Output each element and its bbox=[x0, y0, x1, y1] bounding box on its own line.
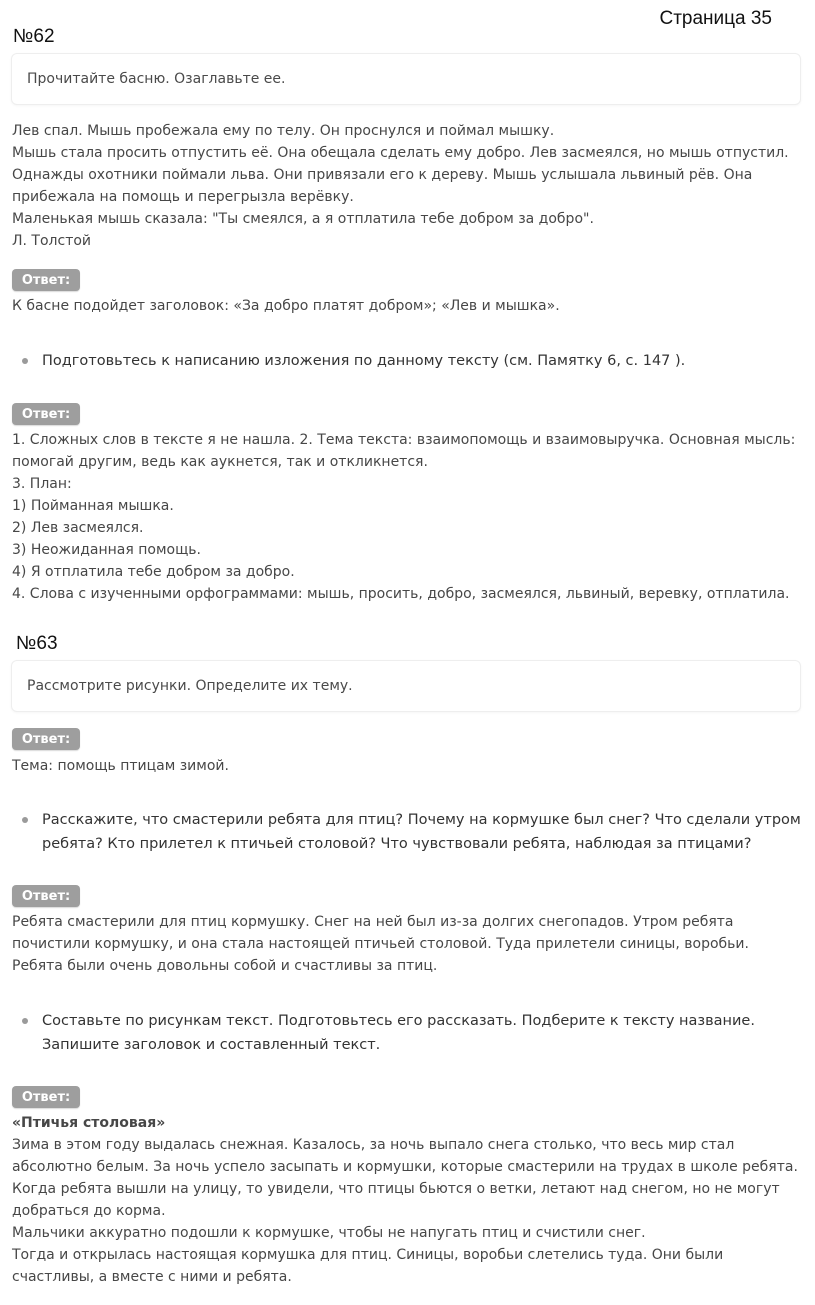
answer-badge: Ответ: bbox=[12, 1086, 80, 1108]
answer-line: Зима в этом году выдалась снежная. Казалось, за ночь выпало снега столько, что весь мир стал bbox=[12, 1137, 735, 1153]
answer-text bbox=[12, 295, 812, 317]
answer-line: 4) Я отплатила тебе добром за добро. bbox=[12, 564, 295, 580]
answer-text bbox=[12, 755, 812, 777]
fable-line: Мышь стала просить отпустить её. Она обещала сделать ему добро. Лев засмеялся, но мышь отпустил. bbox=[12, 145, 789, 161]
answer-line: добраться до корма. bbox=[12, 1203, 166, 1219]
answer-badge: Ответ: bbox=[12, 269, 80, 291]
answer-line: счастливы, а вместе с ними и ребята. bbox=[12, 1269, 292, 1285]
answer-line: помогай другим, ведь как аукнется, так и откликнется. bbox=[12, 454, 428, 470]
bullet-text: Запишите заголовок и составленный текст. bbox=[42, 1037, 381, 1053]
bullet-item bbox=[22, 1009, 802, 1057]
answer-badge: Ответ: bbox=[12, 403, 80, 425]
fable-line: Лев спал. Мышь пробежала ему по телу. Он проснулся и поймал мышку. bbox=[12, 123, 555, 139]
answer-line: Ребята были очень довольны собой и счастливы за птиц. bbox=[12, 958, 438, 974]
answer-line: 2) Лев засмеялся. bbox=[12, 520, 144, 536]
bullet-text: ребята? Кто прилетел к птичьей столовой? Что чувствовали ребята, наблюдая за птицами? bbox=[42, 836, 752, 852]
bullet-item bbox=[22, 349, 802, 373]
bullet-text: Расскажите, что смастерили ребята для птиц? Почему на кормушке был снег? Что сделали утром bbox=[42, 812, 801, 828]
bullet-item bbox=[22, 808, 802, 856]
task-62-prompt-box bbox=[11, 53, 801, 105]
bullet-dot-icon bbox=[22, 1018, 28, 1024]
story-title: «Птичья столовая» bbox=[12, 1115, 166, 1131]
answer-line: К басне подойдет заголовок: «За добро платят добром»; «Лев и мышка». bbox=[12, 298, 560, 314]
fable-line: Однажды охотники поймали льва. Они привязали его к дереву. Мышь услышала львиный рёв. Она bbox=[12, 167, 753, 183]
answer-line: 3. План: bbox=[12, 476, 72, 492]
answer-text bbox=[12, 1112, 812, 1288]
answer-badge: Ответ: bbox=[12, 728, 80, 750]
task-63-prompt: Рассмотрите рисунки. Определите их тему. bbox=[27, 678, 353, 694]
answer-line: Ребята смастерили для птиц кормушку. Снег на ней был из-за долгих снегопадов. Утром ребята bbox=[12, 914, 734, 930]
answer-line: 4. Слова с изученными орфограммами: мышь, просить, добро, засмеялся, львиный, веревку, отплатила. bbox=[12, 586, 790, 602]
answer-badge: Ответ: bbox=[12, 885, 80, 907]
task-63-number: №63 bbox=[16, 633, 58, 654]
fable-line: прибежала на помощь и перегрызла верёвку. bbox=[12, 189, 354, 205]
answer-line: 1. Сложных слов в тексте я не нашла. 2. Тема текста: взаимопомощь и взаимовыручка. Основная мысль: bbox=[12, 432, 796, 448]
answer-line: почистили кормушку, и она стала настоящей птичьей столовой. Туда прилетели синицы, воробьи. bbox=[12, 936, 749, 952]
task-63-prompt-box bbox=[11, 660, 801, 712]
bullet-text: Подготовьтесь к написанию изложения по данному тексту (см. Памятку 6, с. 147 ). bbox=[42, 353, 686, 369]
answer-line: Тема: помощь птицам зимой. bbox=[12, 758, 229, 774]
fable-author: Л. Толстой bbox=[12, 233, 92, 249]
answer-line: Мальчики аккуратно подошли к кормушке, чтобы не напугать птиц и счистили снег. bbox=[12, 1225, 646, 1241]
bullet-text: Составьте по рисункам текст. Подготовьтесь его рассказать. Подберите к тексту название. bbox=[42, 1013, 755, 1029]
answer-line: абсолютно белым. За ночь успело засыпать и кормушки, которые смастерили на трудах в школе ребята. bbox=[12, 1159, 798, 1175]
answer-text bbox=[12, 911, 812, 977]
answer-line: Тогда и открылась настоящая кормушка для птиц. Синицы, воробьи слетелись туда. Они были bbox=[12, 1247, 724, 1263]
bullet-dot-icon bbox=[22, 817, 28, 823]
fable-line: Маленькая мышь сказала: "Ты смеялся, а я отплатила тебе добром за добро". bbox=[12, 211, 594, 227]
fable-text bbox=[12, 120, 812, 252]
answer-line: 1) Пойманная мышка. bbox=[12, 498, 174, 514]
page-number-label: Страница 35 bbox=[659, 8, 772, 29]
answer-line: Когда ребята вышли на улицу, то увидели, что птицы бьются о ветки, летают над снегом, но не могут bbox=[12, 1181, 780, 1197]
bullet-dot-icon bbox=[22, 358, 28, 364]
task-62-prompt: Прочитайте басню. Озаглавьте ее. bbox=[27, 71, 286, 87]
task-62-number: №62 bbox=[13, 26, 55, 47]
answer-text bbox=[12, 429, 812, 605]
answer-line: 3) Неожиданная помощь. bbox=[12, 542, 201, 558]
